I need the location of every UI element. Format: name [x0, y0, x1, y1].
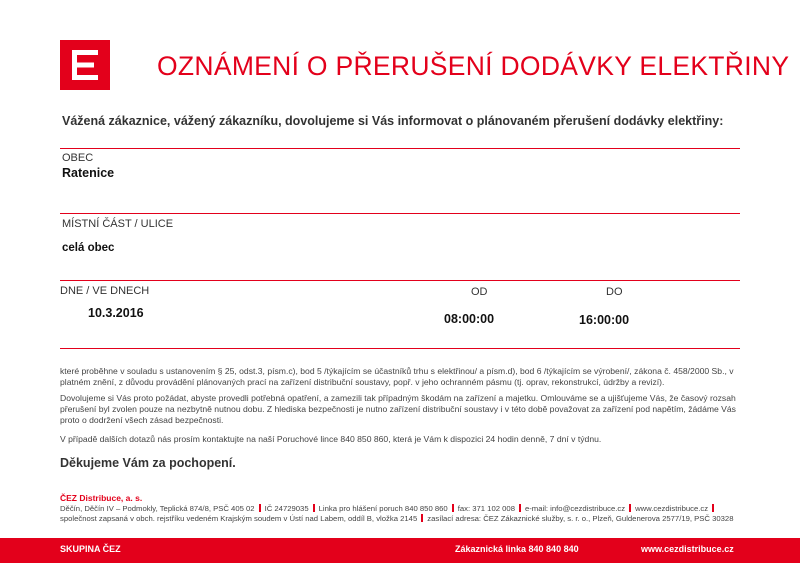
divider — [60, 148, 740, 149]
intro-text: Vážená zákaznice, vážený zákazníku, dovolujeme si Vás informovat o plánovaném přerušení dodávky elektřiny: — [62, 114, 724, 128]
fault-line: Linka pro hlášení poruch 840 850 860 — [318, 504, 448, 513]
mailing-address: zasílací adresa: ČEZ Zákaznické služby, s. r. o., Plzeň, Guldenerova 2577/19, PSČ 30328 — [427, 514, 734, 523]
od-label: OD — [471, 286, 488, 298]
body-paragraph-1: které proběhne v souladu s ustanovením § 25, odst.3, písm.c), bod 5 /týkajícím se účastníků trhu s elektřinou/ a písm.d), bod 6 /týkajícím se výrobení/, zákona č. 458/2000 Sb., v platném znění, z důvodu provádění plánovaných prací na zařízení distribuční soustavy, popř. v jeho ochranném pásmu (tj. oprav, rekonstrukcí, údržby a revizí). — [60, 366, 734, 388]
divider — [60, 280, 740, 281]
footer-customer-line: Zákaznická linka 840 840 840 — [455, 544, 579, 554]
footer-group-name: SKUPINA ČEZ — [60, 544, 121, 554]
cez-logo — [60, 40, 110, 90]
company-name: ČEZ Distribuce, a. s. — [60, 493, 143, 503]
cast-label: MÍSTNÍ ČÁST / ULICE — [62, 218, 174, 230]
od-value: 08:00:00 — [444, 312, 495, 326]
body-paragraph-2: Dovolujeme si Vás proto požádat, abyste provedli potřebná opatření, a zamezili tak případným škodám na zařízení a majetku. Omlouváme se a ujišťujeme Vás, že časový rozsah přerušení byl zvolen pouze na nezbytně nutnou dobu. Z hlediska bezpečnosti je nutno zařízení distribuční soustavy i v této době považovat za zařízení pod napětím, žádáme Vás proto o dodržení všech zásad bezpečnosti. — [60, 393, 736, 426]
company-website[interactable]: www.cezdistribuce.cz — [635, 504, 709, 513]
separator — [629, 504, 631, 512]
divider — [60, 213, 740, 214]
company-address: Děčín, Děčín IV – Podmokly, Teplická 874/8, PSČ 405 02 — [60, 504, 255, 513]
do-value: 16:00:00 — [579, 313, 630, 327]
company-fax: fax: 371 102 008 — [457, 504, 515, 513]
separator — [712, 504, 714, 512]
cez-logo-icon — [60, 40, 110, 90]
company-registry: společnost zapsaná v obch. rejstříku vedeném Krajským soudem v Ústí nad Labem, oddíl B, vložka 2145 — [60, 514, 418, 523]
company-email[interactable]: e-mail: info@cezdistribuce.cz — [524, 504, 626, 513]
company-ico: IČ 24729035 — [264, 504, 309, 513]
cast-value: celá obec — [62, 242, 115, 254]
thanks-text: Děkujeme Vám za pochopení. — [60, 456, 236, 470]
divider — [60, 348, 740, 349]
body-paragraph-3: V případě dalších dotazů nás prosím kontaktujte na naší Poruchové lince 840 850 860, která je Vám k dispozici 24 hodin denně, 7 dní v týdnu. — [60, 434, 602, 444]
page-title: OZNÁMENÍ O PŘERUŠENÍ DODÁVKY ELEKTŘINY — [157, 51, 790, 81]
date-value: 10.3.2016 — [88, 306, 144, 320]
company-info-line-1 — [60, 504, 760, 515]
footer-bar — [0, 538, 800, 563]
company-info-line-2 — [60, 514, 760, 525]
separator — [313, 504, 315, 512]
obec-value: Ratenice — [62, 166, 115, 180]
do-label: DO — [606, 286, 623, 298]
footer-website-link[interactable]: www.cezdistribuce.cz — [641, 544, 734, 554]
obec-label: OBEC — [62, 152, 94, 164]
date-label: DNE / VE DNECH — [60, 285, 150, 297]
separator — [452, 504, 454, 512]
separator — [259, 504, 261, 512]
separator — [421, 514, 423, 522]
separator — [519, 504, 521, 512]
